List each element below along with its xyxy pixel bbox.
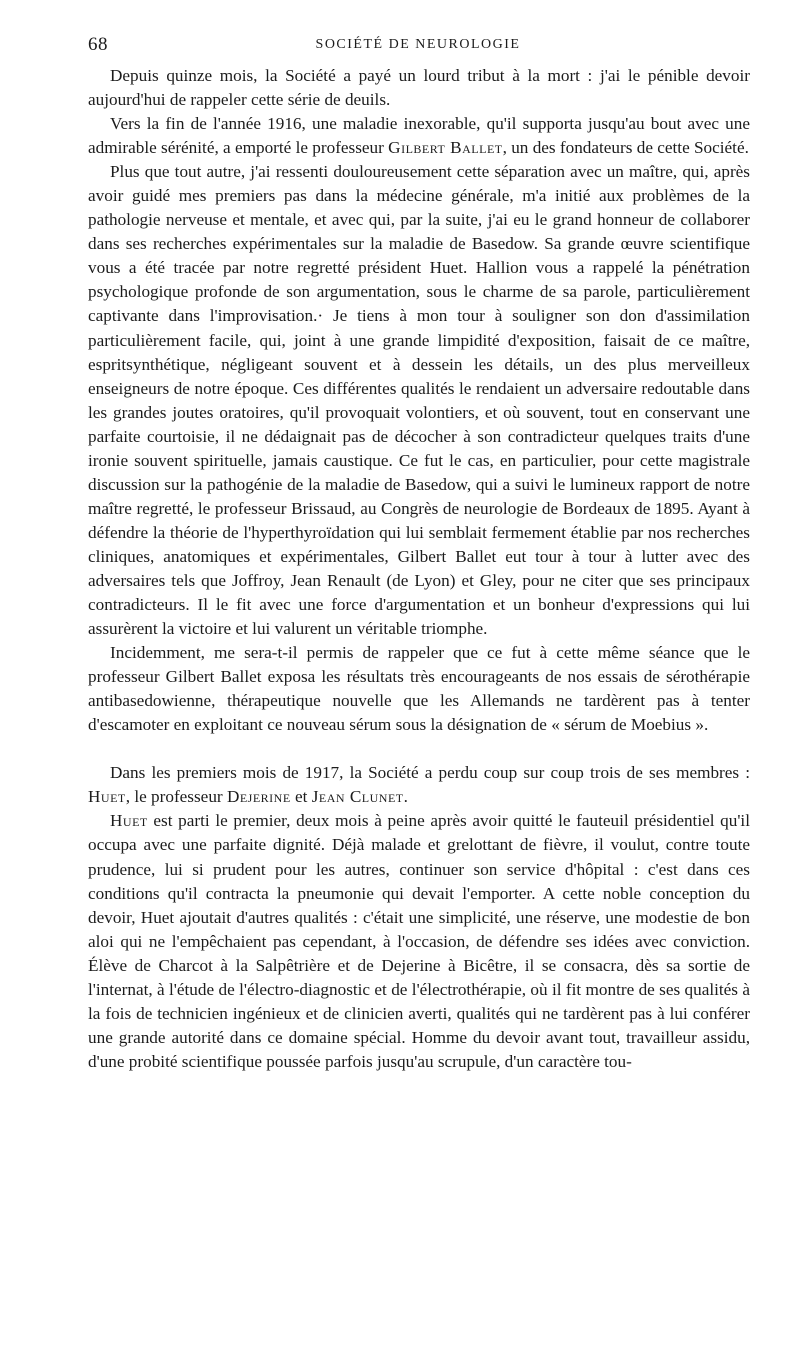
- paragraph-huet: [88, 809, 750, 1074]
- paragraph-1917-losses: [88, 761, 750, 809]
- running-title: SOCIÉTÉ DE NEUROLOGIE: [315, 37, 521, 52]
- paragraph-ballet-tribute: Plus que tout autre, j'ai ressenti douloureusement cette séparation avec un maître, qui, après avoir guidé mes premiers pas dans la médecine générale, m'a initié aux problèmes de la pathologie nerveuse et mentale, et avec qui, par la suite, j'ai eu le grand honneur de collaborer dans ses recherches expérimentales sur la maladie de Basedow. Sa grande œuvre scientifique vous a été tracée par notre regretté président Huet. Hallion vous a rappelé la pénétration psychologique profonde de son argumentation, sous le charme de sa parole, particulièrement captivante dans l'improvisation.· Je tiens à mon tour à souligner son don d'assimilation particulièrement facile, qui, joint à une grande limpidité d'exposition, faisait de ce maître, espritsynthétique, négligeant souvent et à dessein les détails, un des plus merveilleux enseigneurs de notre époque. Ces différentes qualités le rendaient un adversaire redoutable dans les grandes joutes oratoires, qu'il provoquait volontiers, et où souvent, tout en conservant une parfaite courtoisie, il ne dédaignait pas de décocher à son contradicteur quelques traits d'une ironie souvent spirituelle, jamais caustique. Ce fut le cas, en particulier, pour cette magistrale discussion sur la pathogénie de la maladie de Basedow, qui a suivi le lumineux rapport de notre maître regretté, le professeur Brissaud, au Congrès de neurologie de Bordeaux de 1895. Ayant à défendre la théorie de l'hyperthyroïdation qui lui semblait fermement établie par nos recherches cliniques, anatomiques et expérimentales, Gilbert Ballet eut tour à tour à lutter avec des adversaires tels que Joffroy, Jean Renault (de Lyon) et Gley, pour ne citer que ses principaux contradicteurs. Il le fit avec une force d'argumentation et un bonheur d'expressions qui lui assurèrent la victoire et lui valurent un véritable triomphe.: [88, 162, 750, 639]
- paragraph-text: , le professeur: [125, 787, 227, 807]
- paragraph-text: et: [290, 787, 312, 807]
- paragraph-deuils: Depuis quinze mois, la Société a payé un lourd tribut à la mort : j'ai le pénible devoir aujourd'hui de rappeler cette série de deuils.: [88, 66, 750, 110]
- paragraph-ballet-death: [88, 112, 750, 160]
- paragraph-text: Dans les premiers mois de 1917, la Société a perdu coup sur coup trois de ses membres :: [110, 763, 750, 783]
- person-name: Huet: [88, 787, 126, 807]
- paragraph-text: Vers la fin de l'année 1916, une maladie inexorable, qu'il supporta jusqu'au bout avec une admirable sérénité, a emporté le professeur: [88, 114, 750, 158]
- paragraph-text: , un des fondateurs de cette Société.: [502, 138, 749, 158]
- paragraph-text: .: [403, 787, 408, 807]
- body-text: [88, 64, 750, 1074]
- person-name: Jean Clunet: [311, 787, 404, 807]
- paragraph-text: est parti le premier, deux mois à peine après avoir quitté le fauteuil présidentiel qu'il occupa avec une parfaite dignité. Déjà malade et grelottant de fièvre, il voulut, contre toute prudence, lui si prudent pour les autres, continuer son service d'hôpital : c'est dans ces conditions qu'il contracta la pneumonie qui devait l'emporter. A cette noble conception du devoir, Huet ajoutait d'autres qualités : c'était une simplicité, une réserve, une modestie de bon aloi qui ne l'empêchaient pas cependant, à l'occasion, de défendre ses idées avec conviction. Élève de Charcot à la Salpêtrière et de Dejerine à Bicêtre, il se consacra, dès sa sortie de l'internat, à l'étude de l'électro-diagnostic et de l'électrothérapie, où il fit montre de ses qualités à la fois de technicien ingénieux et de clinicien averti, qualités qui ne tardèrent pas à lui conférer une grande autorité dans ce domaine spécial. Homme du devoir avant tout, travailleur assidu, d'une probité scientifique poussée parfois jusqu'au scrupule, d'un caractère tou-: [88, 811, 750, 1071]
- page-number: 68: [88, 34, 108, 55]
- person-name: Huet: [110, 811, 148, 831]
- page-header: [88, 34, 748, 58]
- person-name: Dejerine: [226, 787, 291, 807]
- paragraph-serotherapie: Incidemment, me sera-t-il permis de rappeler que ce fut à cette même séance que le professeur Gilbert Ballet exposa les résultats très encourageants de nos essais de sérothérapie antibasedowienne, thérapeutique nouvelle que les Allemands ne tardèrent pas à tenter d'escamoter en exploitant ce nouveau sérum sous la désignation de « sérum de Moebius ».: [88, 643, 750, 735]
- person-name: Gilbert Ballet: [388, 138, 503, 158]
